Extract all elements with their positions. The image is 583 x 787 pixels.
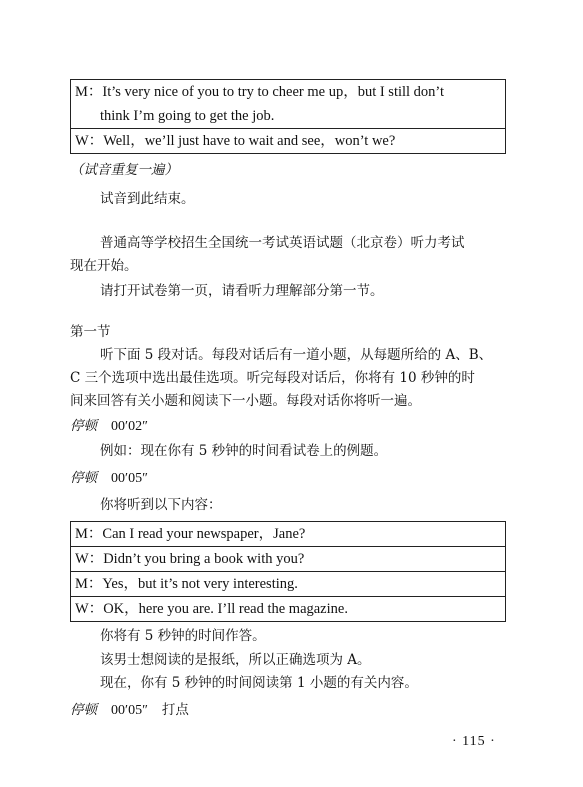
- dialogue-line: [71, 128, 505, 153]
- dialogue-line: [71, 522, 505, 546]
- test-end-line: 试音到此结束。: [100, 191, 195, 207]
- dialogue-line: [71, 596, 505, 621]
- speaker-label: W：: [75, 601, 104, 617]
- speaker-label: M：: [75, 526, 103, 542]
- section-para-line: 间来回答有关小题和阅读下一小题。每段对话你将听一遍。: [70, 393, 421, 409]
- dialogue-text: Yes，but it’s not very interesting.: [102, 576, 298, 592]
- dialogue-box-top: [70, 79, 506, 154]
- dialogue-text: Can I read your newspaper，Jane?: [102, 526, 306, 542]
- repeat-note: （试音重复一遍）: [70, 162, 178, 178]
- dialogue-box-example: [70, 521, 506, 622]
- pause-label: 停顿: [70, 470, 97, 486]
- dialogue-line: [71, 546, 505, 571]
- dialogue-text: It’s very nice of you to try to cheer me up，but I still don’t: [102, 84, 445, 100]
- pause-time: 00′02″: [111, 419, 148, 434]
- section-para-line: C 三个选项中选出最佳选项。听完每段对话后，你将有 10 秒钟的时: [70, 370, 475, 386]
- dialogue-text: OK，here you are. I’ll read the magazine.: [103, 601, 348, 617]
- pause-extra: 打点: [161, 702, 189, 718]
- answer-line: 你将有 5 秒钟的时间作答。: [100, 628, 266, 644]
- pause-label: 停顿: [70, 702, 97, 718]
- pause-label: 停顿: [70, 418, 97, 434]
- section-title: 第一节: [70, 324, 111, 340]
- pause-time: 00′05″: [111, 471, 148, 486]
- dialogue-text: think I’m going to get the job.: [100, 108, 275, 124]
- speaker-label: M：: [75, 84, 103, 100]
- speaker-label: M：: [75, 576, 103, 592]
- pause-time: 00′05″: [111, 703, 148, 718]
- will-hear-line: 你将听到以下内容：: [100, 497, 222, 513]
- pause-line: [70, 468, 148, 489]
- intro-line-2: 现在开始。: [70, 258, 138, 274]
- pause-line: [70, 416, 148, 437]
- speaker-label: W：: [75, 551, 104, 567]
- pause-line: [70, 700, 189, 721]
- section-para-line: 听下面 5 段对话。每段对话后有一道小题，从每题所给的 A、B、: [100, 347, 493, 363]
- dialogue-line: [71, 571, 505, 596]
- dialogue-line: [71, 104, 505, 128]
- dialogue-text: Didn’t you bring a book with you?: [103, 551, 305, 567]
- dialogue-text: Well，we’ll just have to wait and see，won’t we?: [103, 133, 396, 149]
- dialogue-line: [71, 80, 505, 104]
- answer-line: 该男士想阅读的是报纸，所以正确选项为 A。: [100, 652, 371, 668]
- page-number: · 115 ·: [452, 734, 496, 749]
- intro-line-3: 请打开试卷第一页，请看听力理解部分第一节。: [100, 283, 384, 299]
- answer-line: 现在，你有 5 秒钟的时间阅读第 1 小题的有关内容。: [100, 675, 418, 691]
- intro-line-1: 普通高等学校招生全国统一考试英语试题（北京卷）听力考试: [100, 235, 465, 251]
- speaker-label: W：: [75, 133, 104, 149]
- example-line: 例如：现在你有 5 秒钟的时间看试卷上的例题。: [100, 443, 388, 459]
